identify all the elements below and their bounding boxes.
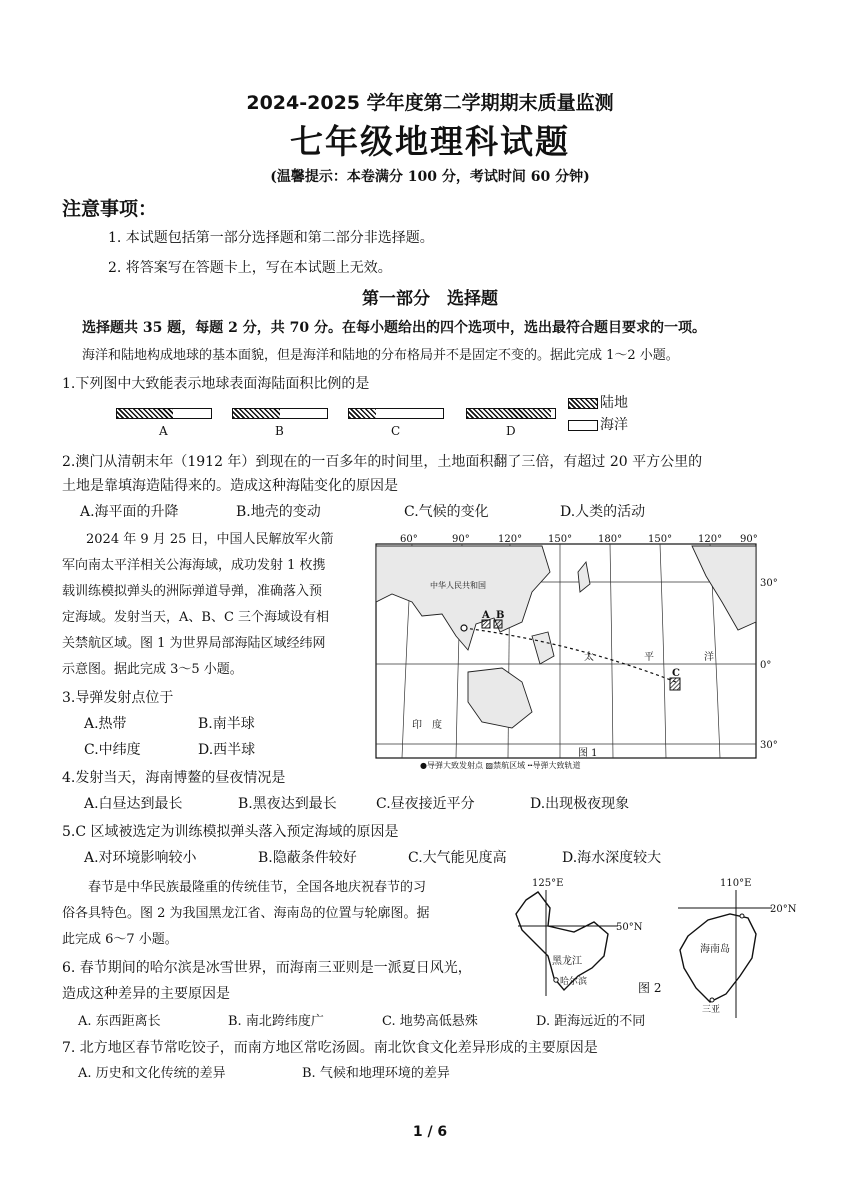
q1-bar-b xyxy=(232,408,328,419)
lon-125-label: 125°E xyxy=(532,878,564,889)
passage6-line-3: 此完成 6～7 小题。 xyxy=(62,932,178,947)
q1-bar-land-fill xyxy=(467,409,551,418)
lon-label-6: 150° xyxy=(648,534,673,545)
q4-option-c: C.昼夜接近平分 xyxy=(376,796,475,812)
ocean-label-2: 平 xyxy=(644,652,654,663)
passage3-line-3: 载训练模拟弹头的洲际弹道导弹，准确落入预 xyxy=(62,584,323,599)
q5-option-c: C.大气能见度高 xyxy=(408,850,507,866)
figure-1-legend: ●导弹大致发射点 ▨禁航区域 ┅导弹大致轨道 xyxy=(420,761,581,770)
lon-label-4: 150° xyxy=(548,534,573,545)
sanya-label: 三亚 xyxy=(702,1005,721,1015)
q2-option-a: A.海平面的升降 xyxy=(80,504,179,520)
q3-option-d: D.西半球 xyxy=(198,742,256,758)
q1-bar-d xyxy=(466,408,556,419)
q3-option-a: A.热带 xyxy=(84,716,127,732)
figure-2-label: 图 2 xyxy=(638,981,662,995)
notice-heading: 注意事项： xyxy=(62,198,158,220)
q5-option-b: B.隐蔽条件较好 xyxy=(258,850,357,866)
q4-option-a: A.白昼达到最长 xyxy=(84,796,183,812)
q3-stem: 3.导弹发射点位于 xyxy=(62,690,174,706)
passage3-line-5: 关禁航区域。图 1 为世界局部海陆区域经纬网 xyxy=(62,636,326,651)
q1-bar-land-fill xyxy=(117,409,173,418)
q6-option-d: D. 距海远近的不同 xyxy=(536,1014,646,1029)
q7-option-a: A. 历史和文化传统的差异 xyxy=(78,1066,226,1081)
q2-option-c: C.气候的变化 xyxy=(404,504,489,520)
passage3-line-1: 2024 年 9 月 25 日，中国人民解放军火箭 xyxy=(86,532,334,547)
notice-item-2: 2. 将答案写在答题卡上，写在本试题上无效。 xyxy=(108,260,392,276)
legend-land-swatch xyxy=(568,398,598,409)
passage6-line-2: 俗各具特色。图 2 为我国黑龙江省、海南岛的位置与轮廓图。据 xyxy=(62,906,430,921)
lat-20-label: 20°N xyxy=(770,904,797,915)
q6-option-c: C. 地势高低悬殊 xyxy=(382,1014,478,1029)
exam-header: 2024-2025 学年度第二学期期末质量监测 xyxy=(246,92,614,114)
q3-option-b: B.南半球 xyxy=(198,716,255,732)
notice-item-1: 1. 本试题包括第一部分选择题和第二部分非选择题。 xyxy=(108,230,434,246)
q1-bar-a xyxy=(116,408,212,419)
passage6-line-1: 春节是中华民族最隆重的传统佳节，全国各地庆祝春节的习 xyxy=(88,880,427,895)
figure-2-map xyxy=(508,872,804,1028)
q6-stem-line2: 造成这种差异的主要原因是 xyxy=(62,986,230,1002)
q1-bar-label: D xyxy=(506,424,516,438)
passage3-line-6: 示意图。据此完成 3～5 小题。 xyxy=(62,662,243,677)
zone-c xyxy=(670,678,680,690)
lon-label-2: 90° xyxy=(452,534,470,545)
figure-1-label: 图 1 xyxy=(578,748,598,759)
province-label: 黑龙江 xyxy=(552,956,582,967)
q2-stem-line2: 土地是靠填海造陆得来的。造成这种海陆变化的原因是 xyxy=(62,478,398,494)
ocean-label-3: 洋 xyxy=(704,652,714,663)
lat-label-3: 30° xyxy=(760,740,778,751)
lon-label-8: 90° xyxy=(740,534,758,545)
q5-option-a: A.对环境影响较小 xyxy=(84,850,197,866)
q6-option-a: A. 东西距离长 xyxy=(78,1014,161,1029)
lon-label-5: 180° xyxy=(598,534,623,545)
figure-1-map xyxy=(372,532,784,772)
q1-stem: 1.下列图中大致能表示地球表面海陆面积比例的是 xyxy=(62,376,370,392)
point-a-label: A xyxy=(482,610,490,621)
island-label: 海南岛 xyxy=(700,944,730,955)
q7-option-b: B. 气候和地理环境的差异 xyxy=(302,1066,450,1081)
q4-stem: 4.发射当天，海南博鳌的昼夜情况是 xyxy=(62,770,286,786)
q1-bar-land-fill xyxy=(233,409,280,418)
q6-option-b: B. 南北跨纬度广 xyxy=(228,1014,324,1029)
legend-ocean-swatch xyxy=(568,420,598,431)
zone-b xyxy=(494,620,502,628)
q4-option-d: D.出现极夜现象 xyxy=(530,796,630,812)
q1-bar-label: C xyxy=(391,424,401,438)
q1-bar-land-fill xyxy=(349,409,376,418)
harbin-label: 哈尔滨 xyxy=(560,977,588,987)
lon-110-label: 110°E xyxy=(720,878,752,889)
q1-bar-label: B xyxy=(275,424,284,438)
launch-point xyxy=(461,625,467,631)
lat-label-1: 30° xyxy=(760,578,778,589)
part1-title: 第一部分 选择题 xyxy=(362,289,498,309)
q2-stem-line1: 2.澳门从清朝末年（1912 年）到现在的一百多年的时间里，土地面积翻了三倍，有超过 20 平方公里的 xyxy=(62,454,703,470)
zone-a xyxy=(482,620,490,628)
q2-option-d: D.人类的活动 xyxy=(560,504,646,520)
q1-bar-label: A xyxy=(159,424,168,438)
q6-stem-line1: 6. 春节期间的哈尔滨是冰雪世界，而海南三亚则是一派夏日风光， xyxy=(62,960,472,976)
ocean-label-1: 太 xyxy=(584,652,594,663)
lon-label-7: 120° xyxy=(698,534,723,545)
q3-option-c: C.中纬度 xyxy=(84,742,141,758)
q4-option-b: B.黑夜达到最长 xyxy=(238,796,337,812)
legend-ocean-label: 海洋 xyxy=(600,417,628,433)
point-c-label: C xyxy=(672,668,680,679)
exam-title: 七年级地理科试题 xyxy=(290,122,570,161)
ocean-label-4: 印 度 xyxy=(412,720,442,731)
legend-land-label: 陆地 xyxy=(600,395,628,411)
q1-bar-c xyxy=(348,408,444,419)
part1-intro: 海洋和陆地构成地球的基本面貌，但是海洋和陆地的分布格局并不是固定不变的。据此完成 1～2 小题。 xyxy=(82,348,679,363)
part1-instruction: 选择题共 35 题，每题 2 分，共 70 分。在每小题给出的四个选项中，选出最符合题目要求的一项。 xyxy=(82,320,706,336)
q2-option-b: B.地壳的变动 xyxy=(236,504,321,520)
q5-option-d: D.海水深度较大 xyxy=(562,850,662,866)
passage3-line-2: 军向南太平洋相关公海海域，成功发射 1 枚携 xyxy=(62,558,326,573)
exam-tip: (温馨提示：本卷满分 100 分，考试时间 60 分钟) xyxy=(270,169,590,185)
page-number: 1 / 6 xyxy=(412,1124,448,1140)
passage3-line-4: 定海域。发射当天，A、B、C 三个海域设有相 xyxy=(62,610,330,625)
point-b-label: B xyxy=(496,610,505,621)
lat-label-2: 0° xyxy=(760,660,772,671)
country-label: 中华人民共和国 xyxy=(430,581,486,590)
lon-label-3: 120° xyxy=(498,534,523,545)
q5-stem: 5.C 区域被选定为训练模拟弹头落入预定海域的原因是 xyxy=(62,824,399,840)
lon-label-1: 60° xyxy=(400,534,418,545)
lat-50-label: 50°N xyxy=(616,922,643,933)
q7-stem: 7. 北方地区春节常吃饺子，而南方地区常吃汤圆。南北饮食文化差异形成的主要原因是 xyxy=(62,1040,598,1056)
